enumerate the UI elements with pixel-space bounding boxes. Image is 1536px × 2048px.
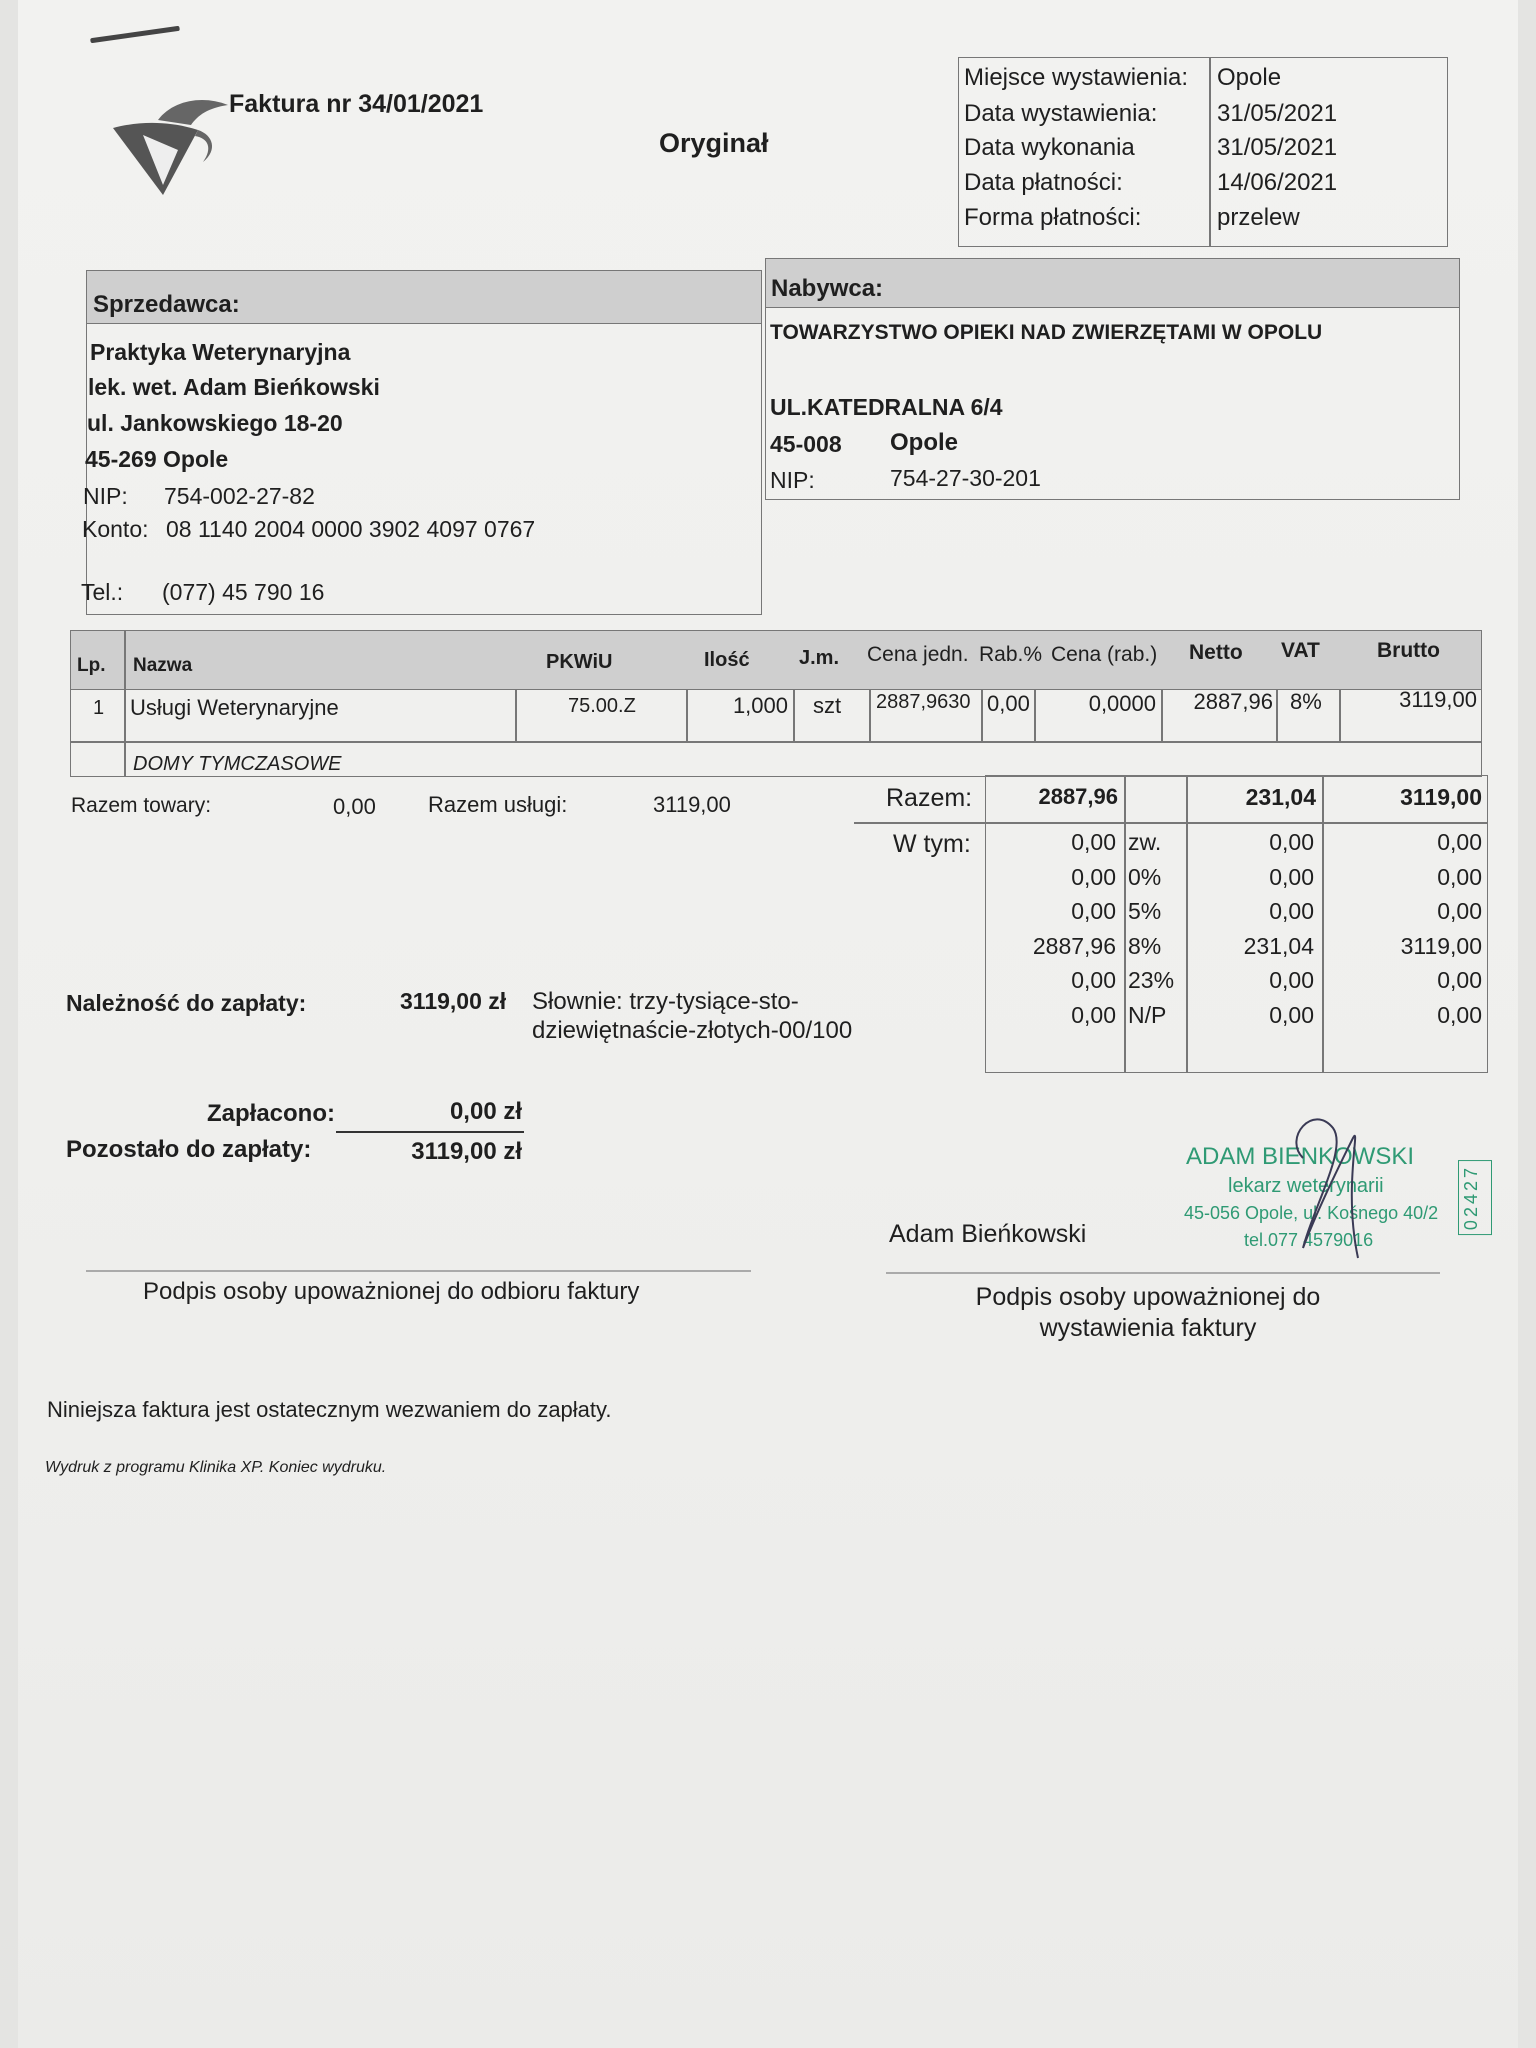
seller-tel-label: Tel.: [81, 579, 124, 605]
row-pkwiu: 75.00.Z [568, 695, 636, 717]
remaining-amount: 3119,00 zł [411, 1138, 522, 1165]
row-note: DOMY TYMCZASOWE [133, 753, 342, 775]
pen-mark [90, 26, 180, 43]
stamp-title: lekarz weterynarii [1228, 1175, 1384, 1197]
issuer-signature-caption-line1: Podpis osoby upoważnionej do [975, 1283, 1321, 1311]
seller-street: ul. Jankowskiego 18-20 [87, 410, 343, 436]
breakdown-gross: 0,00 [1437, 898, 1482, 924]
stamp-address: 45-056 Opole, ul. Kośnego 40/2 [1184, 1203, 1439, 1223]
seller-account-label: Konto: [82, 516, 149, 542]
row-gross: 3119,00 [1399, 687, 1477, 712]
seller-tel: (077) 45 790 16 [162, 579, 325, 605]
buyer-name: TOWARZYSTWO OPIEKI NAD ZWIERZĘTAMI W OPOLU [770, 321, 1323, 344]
invoice-details-box [958, 57, 1448, 247]
total-net: 2887,96 [1038, 784, 1118, 809]
breakdown-net: 0,00 [1071, 898, 1116, 924]
col-header-gross: Brutto [1377, 639, 1440, 662]
seller-city: 45-269 Opole [85, 446, 229, 472]
issuer-signature-caption-line2: wystawienia faktury [1039, 1314, 1257, 1342]
col-header-price-disc: Cena (rab.) [1051, 643, 1158, 666]
seller-account: 08 1140 2004 0000 3902 4097 0767 [166, 516, 536, 542]
buyer-heading: Nabywca: [771, 275, 884, 302]
col-header-price: Cena jedn. [867, 643, 969, 666]
breakdown-net: 0,00 [1071, 863, 1116, 890]
row-lp: 1 [93, 697, 105, 719]
buyer-city: Opole [890, 429, 959, 456]
breakdown-vat: 0,00 [1269, 863, 1314, 890]
breakdown-net: 2887,96 [1032, 932, 1116, 959]
breakdown-net: 0,00 [1071, 829, 1116, 855]
breakdown-rate: 8% [1128, 932, 1162, 959]
items-table [70, 630, 1482, 777]
buyer-nip: 754-27-30-201 [890, 465, 1041, 491]
row-price-disc: 0,0000 [1088, 691, 1156, 716]
details-value: 14/06/2021 [1217, 169, 1338, 196]
goods-total: 0,00 [333, 794, 376, 819]
breakdown-vat: 231,04 [1243, 932, 1314, 959]
goods-total-label: Razem towary: [71, 794, 212, 817]
details-label: Data wystawienia: [964, 100, 1158, 127]
col-header-net: Netto [1189, 641, 1243, 664]
breakdown-gross: 0,00 [1437, 829, 1482, 855]
breakdown-gross: 0,00 [1437, 863, 1482, 890]
handwritten-signature-icon [1273, 1098, 1393, 1268]
breakdown-vat: 0,00 [1269, 898, 1314, 924]
details-value: Opole [1217, 64, 1282, 91]
breakdown-gross: 0,00 [1437, 1001, 1482, 1028]
services-total-label: Razem usługi: [428, 792, 568, 817]
col-header-pkwiu: PKWiU [546, 651, 613, 673]
col-header-lp: Lp. [77, 655, 106, 676]
col-header-discount: Rab.% [979, 643, 1043, 666]
final-notice: Niniejsza faktura jest ostatecznym wezwaniem do zapłaty. [47, 1397, 612, 1422]
col-header-qty: Ilość [704, 649, 750, 671]
clinic-logo-icon [103, 90, 238, 200]
receiver-signature-caption: Podpis osoby upoważnionej do odbioru faktury [143, 1278, 640, 1305]
stamp-number: 02427 [1458, 1160, 1492, 1235]
vat-summary-table [985, 775, 1488, 1073]
details-value: 31/05/2021 [1217, 134, 1338, 161]
amount-words-line2: dziewiętnaście-złotych-00/100 [532, 1017, 853, 1044]
details-value: 31/05/2021 [1217, 100, 1338, 127]
row-name: Usługi Weterynaryjne [130, 695, 339, 720]
total-label: Razem: [886, 784, 973, 812]
breakdown-net: 0,00 [1071, 1001, 1116, 1028]
details-label: Data płatności: [964, 169, 1123, 196]
buyer-box [765, 258, 1460, 500]
services-total: 3119,00 [653, 792, 731, 817]
col-header-name: Nazwa [133, 655, 193, 676]
amount-due: 3119,00 zł [400, 988, 507, 1014]
row-vat: 8% [1290, 689, 1322, 714]
details-label: Miejsce wystawienia: [964, 64, 1189, 91]
breakdown-rate: 0% [1128, 863, 1162, 890]
breakdown-gross: 0,00 [1437, 967, 1482, 993]
row-unit: szt [813, 693, 842, 718]
row-net: 2887,96 [1193, 689, 1273, 714]
breakdown-rate: zw. [1128, 829, 1162, 855]
row-price: 2887,9630 [876, 691, 971, 713]
issuer-name: Adam Bieńkowski [889, 1220, 1087, 1248]
details-value: przelew [1217, 204, 1300, 231]
breakdown-net: 0,00 [1071, 967, 1116, 993]
invoice-paper [18, 0, 1518, 2048]
remaining-label: Pozostało do zapłaty: [66, 1136, 312, 1163]
invoice-title: Faktura nr 34/01/2021 [229, 90, 484, 118]
seller-heading: Sprzedawca: [93, 291, 240, 318]
details-label: Forma płatności: [964, 204, 1142, 231]
breakdown-rate: N/P [1128, 1001, 1167, 1028]
seller-person: lek. wet. Adam Bieńkowski [88, 374, 380, 400]
col-header-vat: VAT [1281, 639, 1320, 662]
breakdown-rate: 5% [1128, 898, 1162, 924]
seller-name: Praktyka Weterynaryjna [90, 339, 351, 365]
paid-amount: 0,00 zł [449, 1098, 522, 1125]
paid-label: Zapłacono: [206, 1100, 335, 1127]
breakdown-vat: 0,00 [1269, 829, 1314, 855]
printout-note: Wydruk z programu Klinika XP. Koniec wydruku. [45, 1459, 387, 1476]
breakdown-gross: 3119,00 [1400, 932, 1482, 959]
total-gross: 3119,00 [1400, 784, 1482, 810]
col-header-unit: J.m. [799, 647, 840, 669]
buyer-nip-label: NIP: [770, 467, 815, 493]
seller-nip: 754-002-27-82 [164, 483, 315, 509]
buyer-postcode: 45-008 [770, 431, 842, 457]
row-discount: 0,00 [987, 691, 1030, 716]
breakdown-rate: 23% [1128, 967, 1175, 993]
copy-label: Oryginał [659, 128, 769, 158]
stamp-name: ADAM BIENKOWSKI [1186, 1143, 1415, 1170]
seller-box [81, 270, 762, 615]
amount-due-label: Należność do zapłaty: [66, 990, 307, 1016]
row-qty: 1,000 [732, 693, 788, 718]
breakdown-vat: 0,00 [1269, 1001, 1314, 1028]
details-label: Data wykonania [964, 134, 1135, 161]
seller-nip-label: NIP: [83, 483, 128, 509]
buyer-street: UL.KATEDRALNA 6/4 [770, 394, 1003, 420]
amount-words-line1: Słownie: trzy-tysiące-sto- [532, 988, 799, 1015]
breakdown-vat: 0,00 [1269, 967, 1314, 993]
breakdown-label: W tym: [893, 830, 971, 858]
stamp-tel: tel.077 4579016 [1244, 1230, 1374, 1250]
total-vat: 231,04 [1245, 784, 1316, 810]
